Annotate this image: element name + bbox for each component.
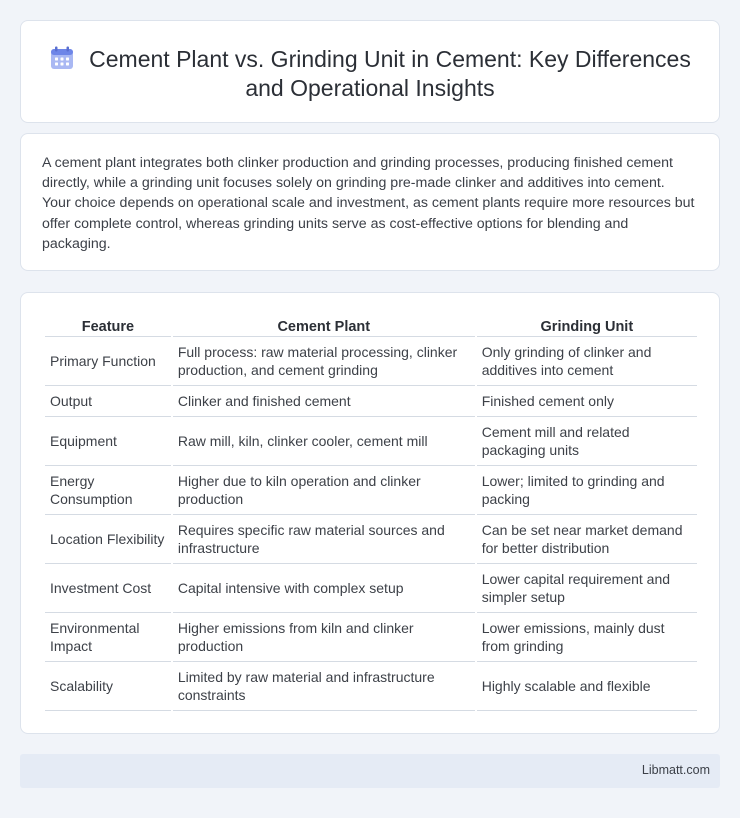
feature-cell: Energy Consumption	[45, 466, 171, 515]
footer-bar	[20, 754, 720, 788]
comparison-table	[43, 316, 699, 711]
header-grinding-unit: Grinding Unit	[477, 316, 697, 337]
comparison-card	[20, 292, 720, 734]
cement-plant-cell: Clinker and finished cement	[173, 386, 475, 417]
intro-paragraph: A cement plant integrates both clinker production and grinding processes, producing finished cement directly, while a grinding unit focuses solely on grinding pre-made clinker and additives into cement. Your choice depends on operational scale and investment, as cement plants require more resources but offer complete control, whereas grinding units serve as cost-effective options for blending and packaging.	[42, 155, 695, 252]
grinding-unit-cell: Can be set near market demand for better distribution	[477, 515, 697, 564]
feature-cell: Equipment	[45, 417, 171, 466]
table-row	[45, 417, 697, 466]
header-feature: Feature	[45, 316, 171, 337]
grinding-unit-cell: Lower emissions, mainly dust from grinding	[477, 613, 697, 662]
table-row	[45, 466, 697, 515]
cement-plant-cell: Higher emissions from kiln and clinker production	[173, 613, 475, 662]
table-row	[45, 386, 697, 417]
table-row	[45, 515, 697, 564]
grinding-unit-cell: Lower capital requirement and simpler setup	[477, 564, 697, 613]
feature-cell: Location Flexibility	[45, 515, 171, 564]
intro-card	[20, 133, 720, 271]
table-row	[45, 613, 697, 662]
grinding-unit-cell: Cement mill and related packaging units	[477, 417, 697, 466]
table-row	[45, 337, 697, 386]
feature-cell: Output	[45, 386, 171, 417]
header-cement-plant: Cement Plant	[173, 316, 475, 337]
grinding-unit-cell: Finished cement only	[477, 386, 697, 417]
grinding-unit-cell: Only grinding of clinker and additives into cement	[477, 337, 697, 386]
feature-cell: Scalability	[45, 662, 171, 711]
table-row	[45, 564, 697, 613]
calendar-icon	[49, 46, 75, 70]
table-row	[45, 662, 697, 711]
cement-plant-cell: Higher due to kiln operation and clinker production	[173, 466, 475, 515]
footer-brand-link[interactable]: Libmatt.com	[641, 763, 710, 777]
title-wrap	[41, 45, 699, 103]
cement-plant-cell: Capital intensive with complex setup	[173, 564, 475, 613]
grinding-unit-cell: Lower; limited to grinding and packing	[477, 466, 697, 515]
cement-plant-cell: Limited by raw material and infrastructure constraints	[173, 662, 475, 711]
table-header-row	[45, 316, 697, 337]
feature-cell: Primary Function	[45, 337, 171, 386]
cement-plant-cell: Requires specific raw material sources and infrastructure	[173, 515, 475, 564]
page-title-text: Cement Plant vs. Grinding Unit in Cement: Key Differences and Operational Insights	[89, 46, 691, 101]
feature-cell: Investment Cost	[45, 564, 171, 613]
feature-cell: Environmental Impact	[45, 613, 171, 662]
header-card	[20, 20, 720, 123]
cement-plant-cell: Raw mill, kiln, clinker cooler, cement mill	[173, 417, 475, 466]
page-title	[41, 45, 699, 103]
grinding-unit-cell: Highly scalable and flexible	[477, 662, 697, 711]
cement-plant-cell: Full process: raw material processing, clinker production, and cement grinding	[173, 337, 475, 386]
